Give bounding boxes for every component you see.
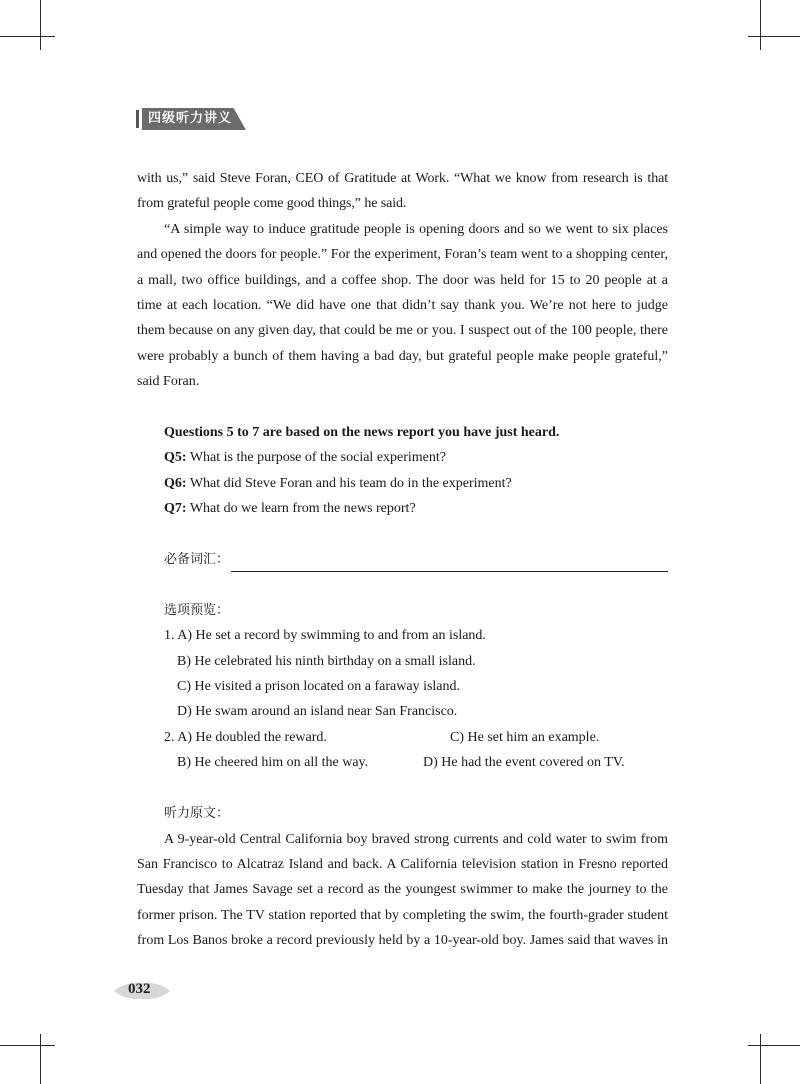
option-line: D) He swam around an island near San Francisco. [177,704,458,720]
vocab-blank-line[interactable] [231,553,668,572]
option-line: B) He celebrated his ninth birthday on a small island. [177,653,476,669]
option-cell: B) He cheered him on all the way. [177,755,369,771]
option-line: 1. A) He set a record by swimming to and from an island. [164,628,486,644]
header-marker [136,110,139,128]
vocab-field [137,547,668,572]
paragraph-experiment: “A simple way to induce gratitude people is opening doors and so we went to six places and opened the doors for people.” For the experiment, Foran’s team went to a shopping center, a mall, two office buildings, and a coffee shop. The door was held for 15 to 20 people at a time at each location. “We did have one that didn’t say thank you. We’re not here to judge them because on any given day, that could be me or you. I suspect out of the 100 people, there were probably a bunch of them having a bad day, but grateful people make people grateful,” said Foran. [137,221,668,390]
question-item: Q6: What did Steve Foran and his team do in the experiment? [164,475,512,491]
transcript-label: 听力原文： [164,806,230,822]
preview-label: 选项预览： [164,602,230,618]
page-number-text: 032 [128,981,151,997]
option-cell: 2. A) He doubled the reward. [164,729,327,745]
option-cell: D) He had the event covered on TV. [423,755,625,771]
running-header [136,108,246,130]
option-line: C) He visited a prison located on a faraway island. [177,679,461,695]
option-row [137,750,668,775]
page-number [112,980,172,1002]
question-item: Q5: What is the purpose of the social experiment? [164,450,447,466]
questions-intro: Questions 5 to 7 are based on the news report you have just heard. [164,425,560,441]
option-cell: C) He set him an example. [450,729,600,745]
paragraph-continued: with us,” said Steve Foran, CEO of Gratitude at Work. “What we know from research is that from grateful people come good things,” he said. [137,171,668,212]
header-title: 四级听力讲义 [148,111,233,126]
transcript-paragraph: A 9-year-old Central California boy braved strong currents and cold water to swim from San Francisco to Alcatraz Island and back. A California television station in Fresno reported Tuesday that James Savage set a record as the youngest swimmer to make the journey to the former prison. The TV station reported that by completing the swim, the fourth-grader student from Los Banos broke a record previously held by a 10-year-old boy. James said that waves in [137,831,668,949]
option-row [137,725,668,750]
question-item: Q7: What do we learn from the news report? [164,501,416,517]
page-body [137,166,668,954]
vocab-label: 必备词汇： [164,552,230,568]
